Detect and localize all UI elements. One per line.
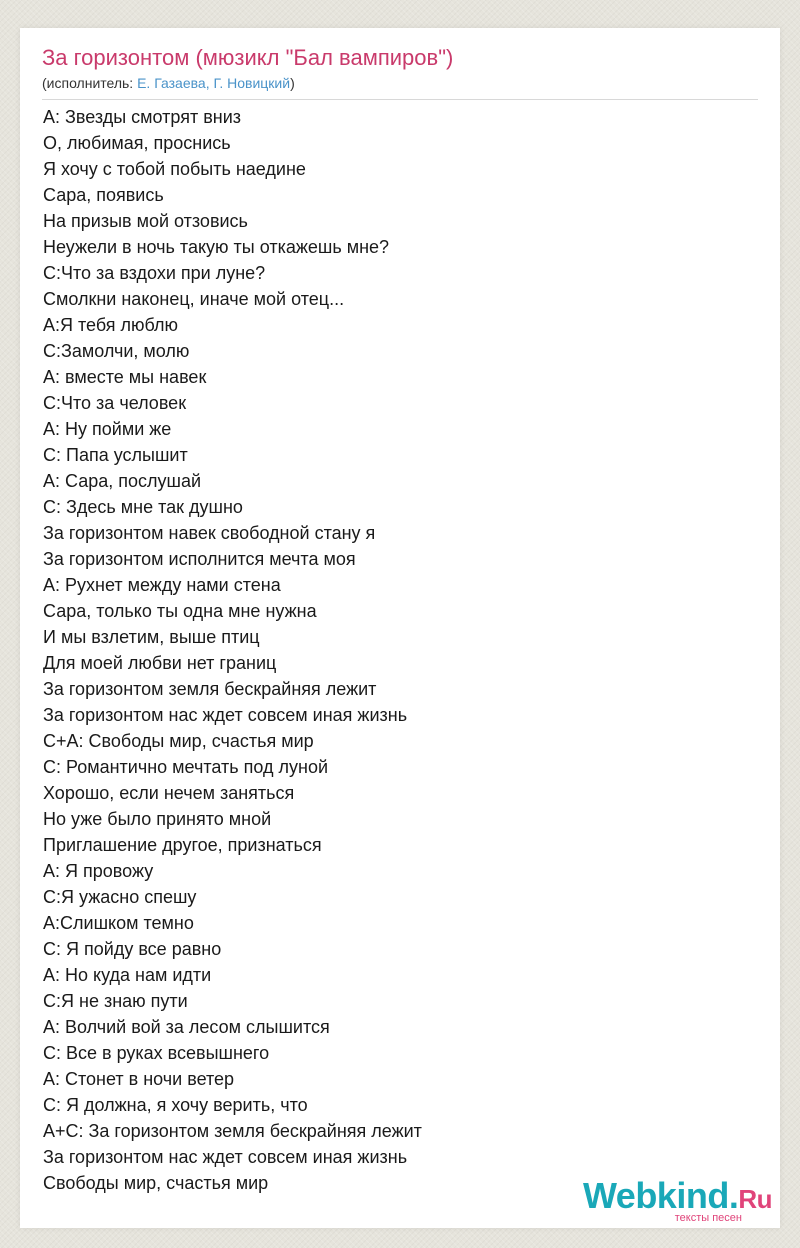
lyric-line: За горизонтом нас ждет совсем иная жизнь [43, 1147, 408, 1167]
lyric-line: А:Слишком темно [43, 913, 194, 933]
lyric-line: А:Я тебя люблю [43, 315, 179, 335]
lyric-line: С: Я должна, я хочу верить, что [43, 1095, 308, 1115]
lyric-line: За горизонтом нас ждет совсем иная жизнь [43, 705, 408, 725]
lyric-line: Но уже было принято мной [43, 809, 272, 829]
performer-line [42, 74, 295, 92]
lyric-line: С: Я пойду все равно [43, 939, 222, 959]
lyric-line: А: Ну пойми же [43, 419, 172, 439]
lyric-line: И мы взлетим, выше птиц [43, 627, 260, 647]
webkind-logo[interactable] [583, 1177, 772, 1224]
lyric-line: С:Что за вздохи при луне? [43, 263, 266, 283]
lyric-line: С:Замолчи, молю [43, 341, 190, 361]
logo-name: Webkind [582, 1175, 729, 1216]
lyric-line: А+С: За горизонтом земля бескрайняя лежит [43, 1121, 422, 1141]
lyric-line: А: Стонет в ночи ветер [43, 1069, 235, 1089]
lyric-line: А: Сара, послушай [43, 471, 202, 491]
performer-prefix: (исполнитель: [42, 75, 138, 91]
logo-dot: . [728, 1175, 739, 1216]
lyrics-list [43, 104, 422, 1196]
lyric-line: А: вместе мы навек [43, 367, 207, 387]
lyric-line: С: Папа услышит [43, 445, 188, 465]
lyric-line: На призыв мой отзовись [43, 211, 248, 231]
lyric-line: Сара, только ты одна мне нужна [43, 601, 317, 621]
lyric-line: С: Здесь мне так душно [43, 497, 243, 517]
lyric-line: А: Но куда нам идти [43, 965, 212, 985]
lyric-line: Я хочу с тобой побыть наедине [43, 159, 306, 179]
lyric-line: А: Я провожу [43, 861, 154, 881]
logo-tld: Ru [738, 1184, 772, 1214]
title-divider [42, 99, 758, 100]
lyric-line: С: Все в руках всевышнего [43, 1043, 270, 1063]
lyric-line: А: Звезды смотрят вниз [43, 107, 241, 127]
lyric-line: С:Что за человек [43, 393, 187, 413]
lyric-line: Свободы мир, счастья мир [43, 1173, 269, 1193]
lyric-line: За горизонтом исполнится мечта моя [43, 549, 356, 569]
lyric-line: С:Я не знаю пути [43, 991, 188, 1011]
lyric-line: Сара, появись [43, 185, 164, 205]
song-title: За горизонтом (мюзикл "Бал вампиров") [42, 45, 454, 70]
lyric-line: Для моей любви нет границ [43, 653, 277, 673]
lyric-line: А: Рухнет между нами стена [43, 575, 281, 595]
lyric-line: Приглашение другое, признаться [43, 835, 322, 855]
logo-tagline: тексты песен [674, 1212, 742, 1224]
lyric-line: Хорошо, если нечем заняться [43, 783, 295, 803]
lyric-line: А: Волчий вой за лесом слышится [43, 1017, 330, 1037]
lyric-line: С:Я ужасно спешу [43, 887, 197, 907]
lyric-line: С: Романтично мечтать под луной [43, 757, 329, 777]
lyric-line: Неужели в ночь такую ты откажешь мне? [43, 237, 390, 257]
lyric-line: За горизонтом земля бескрайняя лежит [43, 679, 377, 699]
performer-link[interactable]: Е. Газаева, Г. Новицкий [137, 75, 291, 91]
lyric-line: О, любимая, проснись [43, 133, 231, 153]
lyric-line: За горизонтом навек свободной стану я [43, 523, 376, 543]
performer-suffix: ) [290, 75, 295, 91]
lyric-line: Смолкни наконец, иначе мой отец... [43, 289, 345, 309]
lyrics-card [20, 28, 780, 1228]
lyric-line: С+А: Свободы мир, счастья мир [43, 731, 314, 751]
